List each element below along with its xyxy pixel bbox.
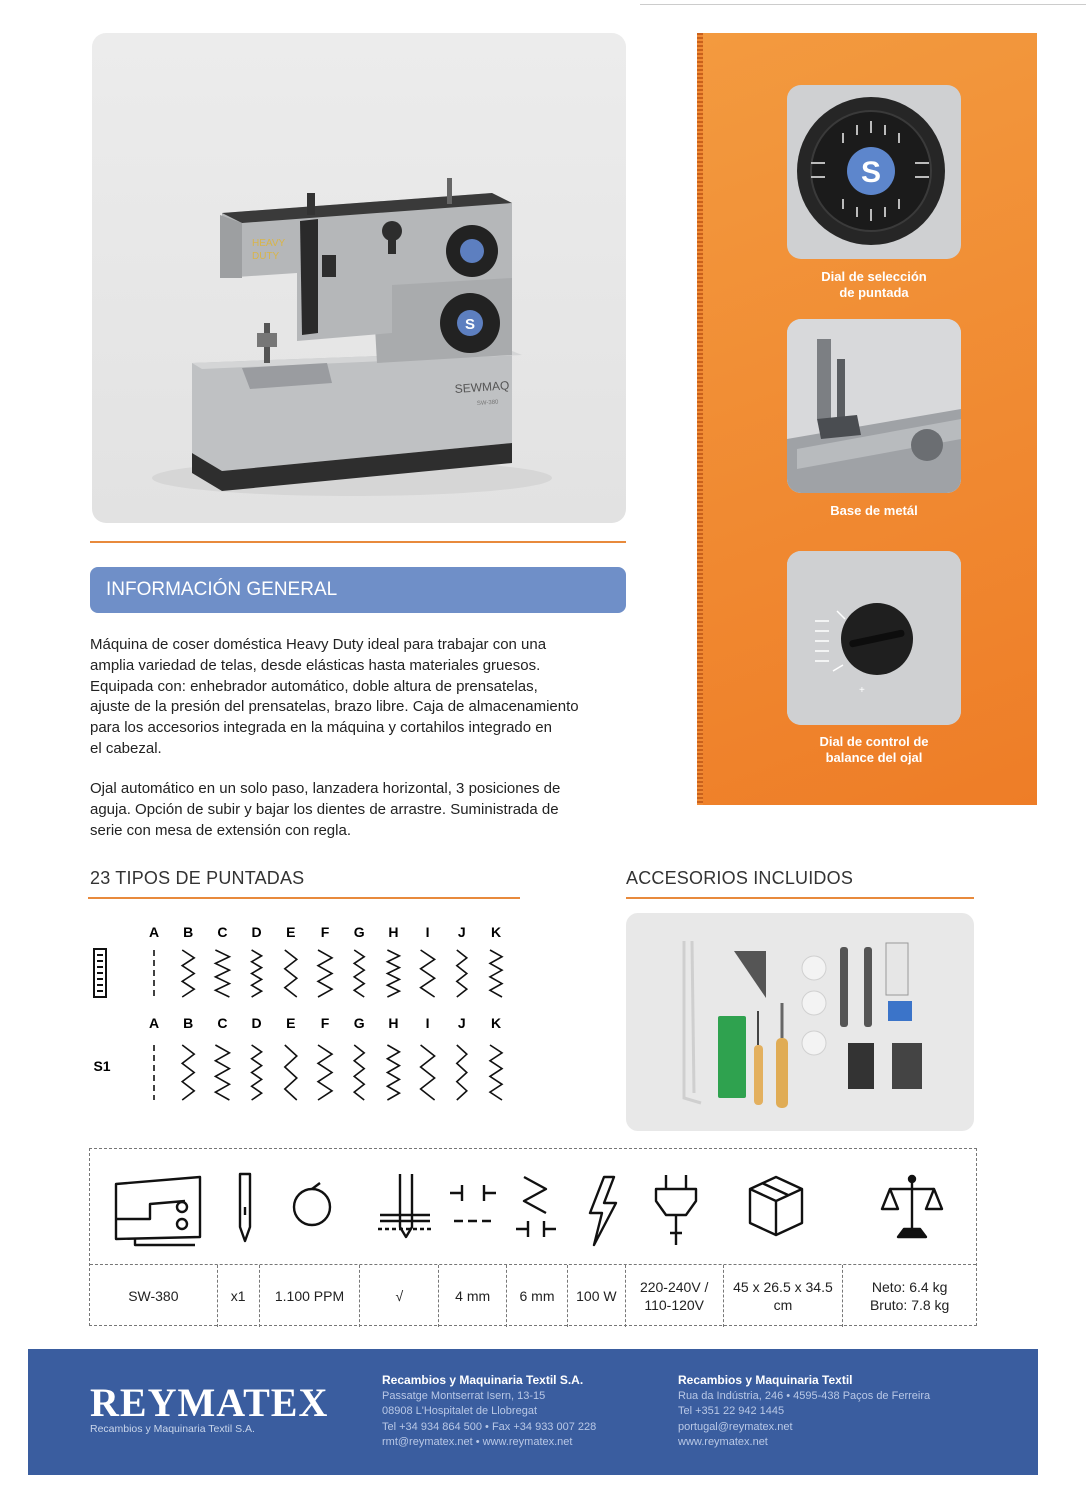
spec-value: √ [395, 1288, 404, 1304]
info-p1-line: Máquina de coser doméstica Heavy Duty ideal para trabajar con una [90, 636, 547, 653]
needle-icon [240, 1174, 250, 1241]
stitch-pattern [285, 1045, 297, 1100]
footer-web[interactable]: www.reymatex.net [678, 1436, 768, 1449]
stitch-letter: H [388, 1015, 399, 1031]
stitch-pattern [490, 950, 502, 997]
spec-dimensions [724, 1265, 844, 1327]
spec-weight [843, 1265, 976, 1327]
info-paragraph-2 [90, 779, 630, 841]
stitch-letter: C [217, 1015, 228, 1031]
spec-value: 1.100 PPM [274, 1288, 345, 1304]
stitch-letter: J [457, 924, 466, 940]
footer-email-web[interactable]: rmt@reymatex.net • www.reymatex.net [382, 1436, 573, 1449]
spec-presser-foot [360, 1265, 439, 1327]
metal-base-photo [787, 319, 961, 493]
footer-company: Recambios y Maquinaria Textil S.A. [382, 1373, 584, 1387]
stitches-divider [88, 897, 520, 899]
spec-value: 45 x 26.5 x 34.5 [733, 1279, 833, 1295]
stitch-pattern [182, 1045, 194, 1100]
sewing-machine-icon [116, 1177, 200, 1245]
spec-value: Neto: 6.4 kg [871, 1279, 948, 1295]
seam-ripper-icon [754, 1011, 763, 1105]
spec-value: 220-240V / [639, 1279, 709, 1295]
info-p2-line: serie con mesa de extensión con regla. [90, 821, 351, 839]
machine-dial-label: S [464, 316, 476, 333]
spec-value: 6 mm [519, 1288, 555, 1304]
info-p1-line: amplia variedad de telas, desde elásticas hasta materiales gruesos. [90, 656, 541, 674]
spec-table [89, 1148, 977, 1326]
machine-duty-label: DUTY [252, 251, 280, 262]
stitch-letter: G [353, 924, 365, 940]
caption-line: Base de metál [830, 503, 918, 518]
stitch-letter: J [457, 1015, 466, 1031]
stitch-pattern [215, 1045, 229, 1100]
stitch-letter: I [425, 1015, 430, 1031]
stitch-letter: D [251, 1015, 262, 1031]
spec-model [90, 1265, 218, 1327]
stitch-pattern [387, 950, 399, 997]
panel-edge [697, 33, 703, 805]
info-p1-line: ajuste de la presión del prensatelas, brazo libre. Caja de almacenamiento [90, 698, 579, 716]
spec-value: 100 W [576, 1288, 617, 1304]
row2-label: S1 [93, 1058, 111, 1074]
presser-feet-icon [848, 943, 922, 1089]
spec-values-row [90, 1264, 976, 1327]
accessories-photo [626, 913, 974, 1131]
stitch-chart [88, 915, 520, 1115]
spec-speed [260, 1265, 361, 1327]
stitch-pattern [354, 950, 364, 997]
spec-value: SW-380 [128, 1288, 179, 1304]
sewing-machine-illustration [92, 33, 626, 523]
machine-heavy-label: HEAVY [252, 238, 286, 249]
caption-stitch-dial [757, 269, 991, 301]
presser-foot-icon [378, 1174, 432, 1237]
bobbins-icon [802, 956, 826, 1055]
caption-buttonhole-dial [757, 734, 991, 766]
caption-line: Dial de selección [821, 269, 927, 284]
circle-speed-icon [294, 1183, 330, 1225]
info-p1-line: para los accesorios integrada en la máquina y cortahilos integrado en [90, 719, 552, 737]
stitch-pattern [182, 950, 194, 997]
spec-icons-row [90, 1149, 976, 1264]
info-p1-line: el cabezal. [90, 739, 162, 757]
stitch-letter: K [490, 1015, 502, 1031]
stitch-pattern [457, 950, 467, 997]
info-p2-line: Ojal automático en un solo paso, lanzadera horizontal, 3 posiciones de [90, 780, 561, 797]
accessories-divider [626, 897, 974, 899]
stitch-pattern [318, 1045, 332, 1100]
metal-base-icon [787, 319, 961, 493]
stitch-letter: A [148, 924, 160, 940]
stitch-letter: D [251, 924, 262, 940]
stitch-pattern [421, 950, 435, 997]
info-p1-line: Equipada con: enhebrador automático, doble altura de prensatelas, [90, 677, 538, 695]
footer-phone: Tel +34 934 864 500 • Fax +34 933 007 228 [382, 1420, 597, 1433]
spec-value: 4 mm [455, 1288, 491, 1304]
stitch-letter: E [286, 924, 296, 940]
spec-value: 110-120V [644, 1297, 705, 1313]
accessories-illustration [626, 913, 974, 1131]
stitch-patterns [88, 915, 520, 1115]
stitches-title: 23 TIPOS DE PUNTADAS [90, 868, 305, 888]
power-icon [590, 1177, 616, 1245]
footer-phone: Tel +351 22 942 1445 [678, 1405, 785, 1418]
stitch-letter: K [490, 924, 502, 940]
stitch-width-icon [450, 1185, 496, 1221]
buttonhole-dial-photo [787, 551, 961, 725]
caption-metal-base [757, 503, 991, 519]
reymatex-logo: REYMATEX [90, 1380, 329, 1425]
needle-case-icon [718, 1016, 746, 1098]
stitch-letter: C [217, 924, 228, 940]
footer [28, 1349, 1038, 1475]
top-rule [640, 4, 1086, 5]
stitch-letter: B [183, 1015, 194, 1031]
footer-address: Rua da Indústria, 246 • 4595-438 Paços de Ferreira [678, 1389, 931, 1402]
buttonhole-icon [94, 949, 106, 997]
spec-value: x1 [230, 1288, 246, 1304]
stitch-letter: E [286, 1015, 296, 1031]
stitch-letter: F [320, 924, 330, 940]
info-p2-line: aguja. Opción de subir y bajar los dientes de arrastre. Suministrada de [90, 800, 559, 818]
extension-arm-icon [684, 941, 701, 1103]
spec-voltage [626, 1265, 724, 1327]
spec-power [568, 1265, 626, 1327]
footer-contact-portugal [678, 1373, 930, 1451]
caption-line: de puntada [839, 285, 909, 300]
stitch-pattern [285, 950, 297, 997]
stitch-letter: I [425, 924, 430, 940]
svg-text:S: S [860, 156, 882, 189]
machine-model-label: SW-380 [476, 399, 499, 407]
caption-line: Dial de control de [819, 734, 929, 749]
stitch-letter: H [388, 924, 399, 940]
footer-contact-spain [382, 1373, 596, 1451]
spec-stitch-length [507, 1265, 568, 1327]
spec-icons [90, 1149, 978, 1264]
logo-subtitle: Recambios y Maquinaria Textil S.A. [90, 1423, 255, 1435]
info-paragraph-1 [90, 635, 630, 760]
spec-needles [218, 1265, 260, 1327]
stitch-pattern [318, 950, 332, 997]
features-panel [697, 33, 1037, 805]
stitch-length-icon [516, 1177, 556, 1237]
machine-photo [92, 33, 626, 523]
stitch-letter: A [148, 1015, 160, 1031]
spec-value: cm [773, 1297, 793, 1313]
spec-stitch-width [439, 1265, 507, 1327]
caption-line: balance del ojal [825, 750, 923, 765]
plug-icon [656, 1175, 696, 1245]
stitch-pattern [490, 1045, 502, 1100]
footer-address: Passatge Montserrat Isern, 13-15 [382, 1389, 546, 1402]
stitch-pattern [252, 1045, 262, 1100]
svg-text:+: + [859, 685, 865, 696]
stitch-dial-icon [787, 85, 961, 259]
stitch-pattern [252, 950, 262, 997]
stitch-pattern [354, 1045, 364, 1100]
spool-pins-icon [840, 947, 872, 1027]
stitch-letter: F [320, 1015, 330, 1031]
box-icon [750, 1177, 802, 1235]
accessories-title: ACCESORIOS INCLUIDOS [626, 868, 854, 888]
info-section-title: INFORMACIÓN GENERAL [90, 567, 626, 613]
footer-company: Recambios y Maquinaria Textil [678, 1373, 853, 1387]
scale-icon [882, 1176, 942, 1237]
screwdriver-icon [776, 1003, 788, 1108]
seam-guide-icon [734, 951, 766, 998]
stitch-letter: G [353, 1015, 365, 1031]
divider-under-photo [90, 541, 626, 543]
buttonhole-dial-icon [787, 551, 961, 725]
machine-brand-label: SEWMAQ [454, 378, 510, 396]
stitch-letter: B [183, 924, 194, 940]
spec-value: Bruto: 7.8 kg [869, 1297, 950, 1313]
stitch-pattern [387, 1045, 399, 1100]
footer-city: 08908 L'Hospitalet de Llobregat [382, 1405, 537, 1418]
footer-email[interactable]: portugal@reymatex.net [678, 1420, 793, 1433]
stitch-pattern [457, 1045, 467, 1100]
stitch-pattern [421, 1045, 435, 1100]
stitch-dial-photo [787, 85, 961, 259]
stitch-pattern [215, 950, 229, 997]
